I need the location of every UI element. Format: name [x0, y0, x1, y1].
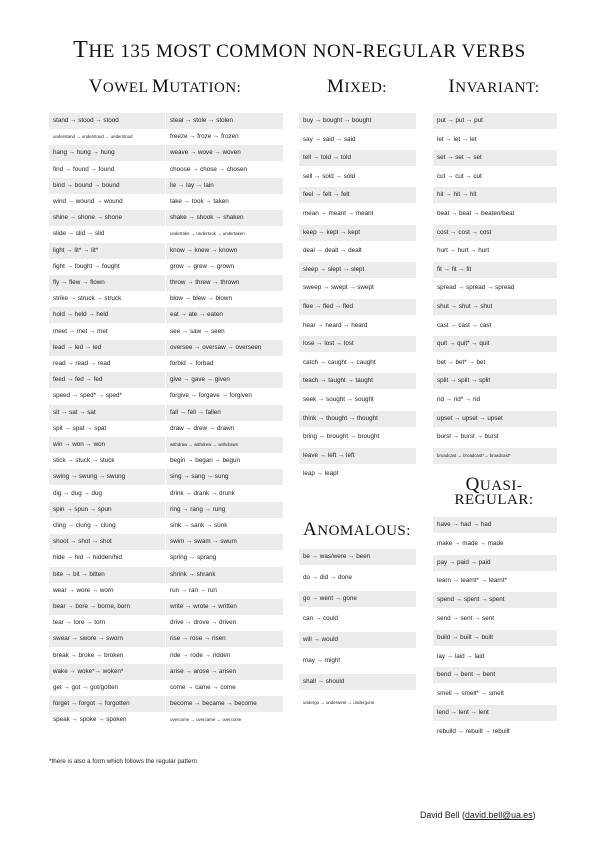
verb-row: mean → meant → meant	[303, 210, 374, 217]
verb-row: shall → should	[299, 674, 416, 690]
heading-segment: M	[151, 76, 170, 97]
heading-invariant	[431, 76, 557, 98]
verb-row: come → came → come	[170, 684, 236, 691]
verb-row: read → read → read	[53, 360, 111, 367]
verb-row: get → got → got/gotten	[53, 684, 119, 691]
verb-row: spread → spread → spread	[437, 284, 515, 292]
verb-row: deal → dealt → dealt	[303, 247, 362, 255]
verb-row: hold → held → held	[49, 307, 165, 323]
verb-row: undergo → underwent → undergone	[303, 699, 375, 705]
verb-row: pay → paid → paid	[433, 555, 557, 571]
verb-row: ride → rode → ridden	[170, 651, 231, 659]
heading-segment: IXED:	[344, 80, 387, 96]
heading-segment: M	[327, 76, 345, 97]
verb-row: dig → dug → dug	[53, 489, 103, 497]
verb-row: bet → bet* → bet	[437, 358, 486, 366]
page-title: THE 135 MOST COMMON NON-REGULAR VERBS	[73, 37, 526, 63]
verb-row: begin → began → begun	[170, 457, 241, 465]
verb-row: weave → wove → woven	[166, 145, 283, 161]
verb-row: stand → stood → stood	[49, 113, 165, 129]
verb-row: put → put → put	[433, 113, 557, 129]
verb-row: sit → sat → sat	[49, 405, 165, 421]
verb-row: bite → bit → bitten	[49, 567, 165, 583]
verb-row: choose → chose → chosen	[170, 165, 248, 173]
verb-row: be → was/were → been	[299, 549, 416, 565]
verb-row: shut → shut → shut	[433, 299, 557, 315]
verb-row: hear → heard → heard	[303, 321, 368, 329]
verb-row: let → let → let	[437, 135, 477, 143]
verb-row: take → took → taken	[170, 198, 229, 205]
verb-row: give → gave → given	[166, 372, 283, 388]
verb-row: throw → threw → thrown	[166, 275, 283, 291]
verb-row: strike → struck → struck	[53, 295, 122, 303]
verb-row: speed → sped* → sped*	[53, 392, 122, 400]
verb-row: cast → cast → cast	[437, 321, 492, 329]
verb-row: wear → wore → worn	[53, 586, 114, 594]
verb-row: stick → stuck → stuck	[53, 457, 115, 465]
verb-row: learn → learnt* → learnt*	[437, 577, 507, 585]
verb-row: sweep → swept → swept	[303, 284, 374, 292]
verb-row: have → had → had	[433, 517, 557, 533]
verb-row: shine → shone → shone	[49, 210, 165, 226]
heading-segment: Q	[465, 474, 480, 495]
verb-row: sell → sold → sold	[303, 172, 356, 180]
verb-row: make → made → made	[437, 539, 504, 547]
verb-row: oversee → oversaw → overseen	[166, 340, 283, 356]
verb-row: leave → left → left	[299, 448, 416, 464]
verb-row: do → did → done	[303, 573, 353, 581]
verb-row: withdraw → withdrew → withdrawn	[166, 437, 283, 453]
verb-row: bind → bound → bound	[49, 178, 165, 194]
verb-row: rid → rid* → rid	[437, 396, 481, 403]
verb-row: lie → lay → lain	[166, 178, 283, 194]
verb-row: hang → hung → hung	[49, 145, 165, 161]
verb-row: will → would	[299, 632, 416, 648]
heading-quasi-regular-line2	[431, 491, 557, 509]
verb-row: swim → swam → swum	[166, 534, 283, 550]
verb-row: cut → cut → cut	[437, 172, 482, 180]
verb-row: fly → flew → flown	[49, 275, 165, 291]
verb-row: sleep → slept → slept	[299, 262, 416, 278]
verb-row: split → split → split	[433, 373, 557, 389]
verb-row: bend → bent → bent	[433, 667, 557, 683]
verb-row: forgive → forgave → forgiven	[170, 392, 252, 400]
author-credit: David Bell (david.bell@ua.es)	[420, 810, 536, 820]
verb-row: wake → woke*→ woken*	[49, 664, 165, 680]
verb-row: bear → bore → borne, born	[49, 599, 165, 615]
heading-vowel-mutation	[45, 76, 285, 98]
verb-row: hit → hit → hit	[433, 187, 557, 203]
verb-row: lead → led → led	[49, 340, 165, 356]
verb-row: quit → quit* → quit	[433, 336, 557, 352]
verb-row: fit → fit → fit	[433, 262, 557, 278]
verb-row: arise → arose → arisen	[166, 664, 283, 680]
heading-segment: NVARIANT:	[455, 80, 540, 96]
footnote: *there is also a form which follows the regular pattern	[49, 758, 198, 765]
verb-row: flee → fled → fled	[299, 299, 416, 315]
verb-row: hurt → hurt → hurt	[437, 247, 490, 255]
verb-row: swear → swore → sworn	[49, 631, 165, 647]
heading-segment: UASI-	[479, 478, 523, 494]
verb-row: shrink → shrank	[166, 567, 283, 583]
verb-row: wind → wound → wound	[53, 198, 123, 205]
verb-row: seek → sought → sought	[303, 396, 374, 403]
verb-row: keep → kept → kept	[299, 225, 416, 241]
verb-row: fight → fought → fought	[53, 262, 120, 270]
verb-row: run → ran → run	[170, 586, 217, 594]
heading-segment: NOMALOUS:	[317, 523, 411, 539]
heading-segment: REGULAR:	[454, 492, 534, 508]
verb-row: drink → drank → drunk	[170, 489, 235, 497]
verb-row: go → went → gone	[299, 591, 416, 607]
verb-row: cost → cost → cost	[433, 225, 557, 241]
verb-row: spit → spat → spat	[53, 424, 107, 432]
heading-segment: I	[448, 76, 456, 97]
verb-row: draw → drew → drawn	[170, 424, 235, 432]
verb-row: burst → burst → burst	[437, 433, 499, 441]
verb-row: eat → ate → eaten	[166, 307, 283, 323]
heading-anomalous	[297, 519, 417, 541]
verb-row: spin → spun → spun	[49, 502, 165, 518]
verb-row: tell → told → told	[299, 150, 416, 166]
verb-row: break → broke → broken	[53, 651, 124, 659]
verb-row: shake → shook → shaken	[166, 210, 283, 226]
verb-row: forget → forgot → forgotten	[49, 696, 165, 712]
heading-segment: A	[303, 519, 318, 540]
verb-row: find → found → found	[53, 165, 115, 173]
verb-row: cling → clung → clung	[53, 522, 116, 529]
verb-row: steal → stole → stolen	[166, 113, 283, 129]
verb-row: blow → blew → blown	[170, 295, 232, 303]
verb-row: shoot → shot → shot	[49, 534, 165, 550]
verb-row: sink → sank → sunk	[170, 522, 228, 529]
verb-row: upset → upset → upset	[433, 411, 557, 427]
verb-row: build → built → built	[433, 630, 557, 646]
verb-row: freeze → froze → frozen	[170, 133, 239, 141]
verb-row: feed → fed → fed	[49, 372, 165, 388]
verb-row: think → thought → thought	[299, 411, 416, 427]
verb-row: speak → spoke → spoken	[53, 716, 127, 724]
verb-row: swing → swung → swung	[49, 469, 165, 485]
verb-row: undertake → undertook → undertaken	[170, 231, 245, 237]
verb-row: slide → slid → slid	[53, 230, 105, 238]
verb-row: spend → spent → spent	[433, 592, 557, 608]
verb-row: win → won → won	[49, 437, 165, 453]
verb-row: light → lit* → lit*	[49, 243, 165, 259]
verb-row: lay → laid → laid	[437, 652, 485, 660]
verb-row: fall → fell → fallen	[166, 405, 283, 421]
verb-row: overcome → overcame → overcome	[170, 717, 242, 723]
verb-row: broadcast → broadcast*→ broadcast*	[433, 448, 557, 464]
author-email-link[interactable]: david.bell@ua.es	[464, 810, 533, 820]
verb-row: can → could	[303, 615, 339, 623]
verb-row: meet → met → met	[53, 327, 108, 335]
verb-row: understand → understood → understood	[53, 134, 133, 140]
verb-row: rebuild → rebuilt → rebuilt	[437, 727, 510, 735]
heading-segment: V	[88, 76, 103, 97]
verb-row: drive → drove → driven	[170, 619, 237, 627]
verb-row: send → sent → sent	[437, 615, 495, 622]
verb-row: become → became → become	[166, 696, 283, 712]
verb-row: lend → lent → lent	[433, 705, 557, 721]
verb-row: know → knew → known	[166, 243, 283, 259]
verb-row: catch → caught → caught	[303, 358, 376, 366]
verb-row: buy → bought → bought	[299, 113, 416, 129]
verb-row: may → might	[303, 657, 341, 664]
verb-row: set → set → set	[433, 150, 557, 166]
heading-mixed	[297, 76, 417, 98]
verb-row: tear → tore → torn	[53, 619, 106, 627]
verb-row: write → wrote → written	[166, 599, 283, 615]
verb-row: feel → felt → felt	[299, 187, 416, 203]
verb-row: sing → sang → sung	[166, 469, 283, 485]
verb-row: rise → rose → risen	[166, 631, 283, 647]
verb-row: forbid → forbad	[170, 360, 214, 367]
verb-row: say → said → said	[303, 135, 356, 143]
verb-row: see → saw → seen	[170, 327, 225, 335]
verb-row: lose → lost → lost	[299, 336, 416, 352]
verb-row: grow → grew → grown	[170, 262, 235, 270]
verb-row: spring → sprang	[170, 554, 217, 562]
verb-row: bring → brought → brought	[303, 433, 380, 441]
verb-row: leap → leapt	[303, 470, 339, 478]
heading-segment: OWEL	[102, 80, 152, 96]
verb-row: beat → beat → beaten/beat	[437, 210, 515, 217]
verb-row: teach → taught → taught	[299, 373, 416, 389]
heading-segment: UTATION:	[169, 80, 242, 96]
verb-row: ring → rang → rung	[166, 502, 283, 518]
verb-row: smell → smelt* → smelt	[437, 690, 504, 698]
verb-row: hide → hid → hidden/hid	[53, 554, 122, 562]
